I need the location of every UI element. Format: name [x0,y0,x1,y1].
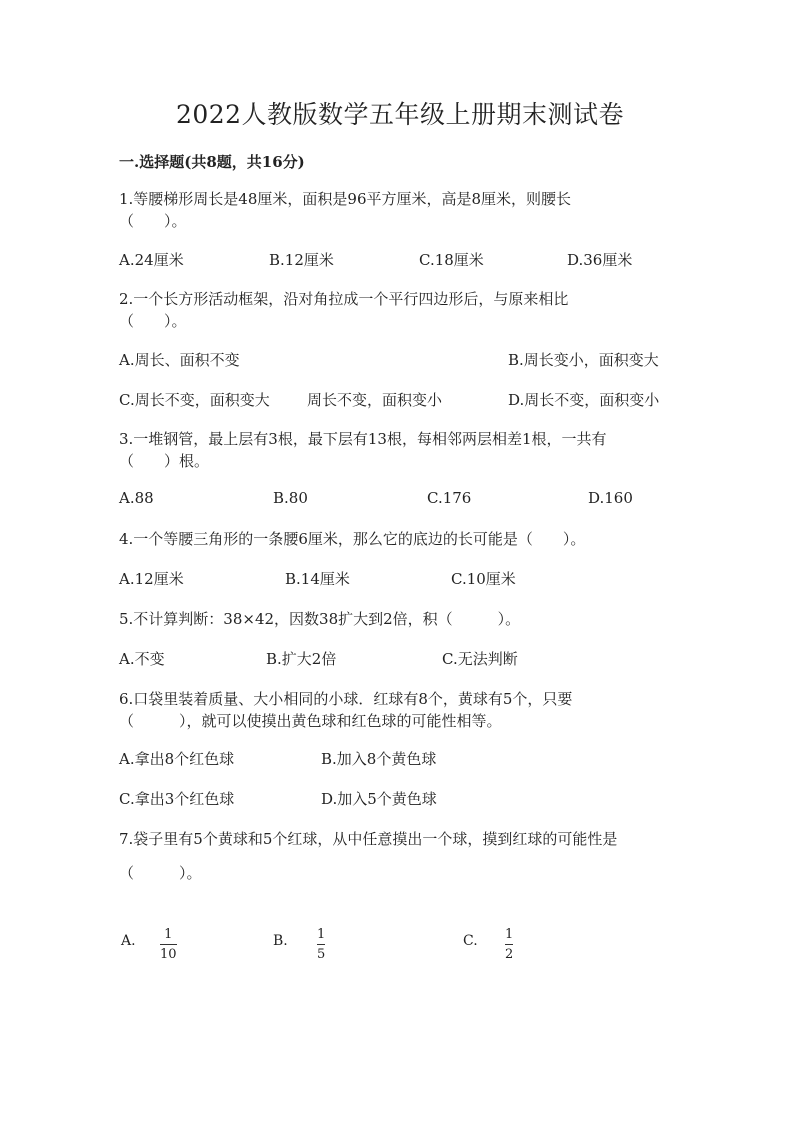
q2-option-b[interactable]: B.周长变小，面积变大 [508,351,659,369]
question-5-text: 5.不计算判断：38×42，因数38扩大到2倍，积（ ）。 [119,610,521,628]
question-7-blank: （ ）。 [119,864,202,882]
q1-option-b[interactable]: B.12厘米 [269,251,334,269]
q5-option-c[interactable]: C.无法判断 [442,650,518,668]
q3-option-d[interactable]: D.160 [588,489,633,507]
q5-option-b[interactable]: B.扩大2倍 [266,650,337,668]
numerator: 1 [505,927,514,942]
q1-option-d[interactable]: D.36厘米 [567,251,633,269]
q6-option-b[interactable]: B.加入8个黄色球 [321,750,437,768]
q3-option-a[interactable]: A.88 [119,489,154,507]
question-3-blank: （ ）根。 [119,452,210,470]
fraction-bar [160,944,177,945]
question-2-blank: （ ）。 [119,312,187,330]
q6-option-a[interactable]: A.拿出8个红色球 [119,750,235,768]
q4-option-c[interactable]: C.10厘米 [451,570,516,588]
q2-option-extra: 周长不变，面积变小 [307,391,443,409]
question-3-text: 3.一堆钢管，最上层有3根，最下层有13根，每相邻两层相差1根，一共有 [119,430,607,448]
question-1-blank: （ ）。 [119,212,187,230]
q4-option-a[interactable]: A.12厘米 [119,570,184,588]
q1-option-a[interactable]: A.24厘米 [119,251,184,269]
q6-option-c[interactable]: C.拿出3个红色球 [119,790,235,808]
section-heading: 一.选择题(共8题，共16分) [119,153,305,171]
denominator: 2 [505,947,514,962]
q7-option-b[interactable]: B. [273,933,288,949]
q7-option-a-fraction[interactable] [160,927,177,962]
question-7-text: 7.袋子里有5个黄球和5个红球，从中任意摸出一个球，摸到红球的可能性是 [119,830,618,848]
question-6-blank: （ ），就可以使摸出黄色球和红色球的可能性相等。 [119,712,502,730]
q2-option-d[interactable]: D.周长不变，面积变小 [508,391,660,409]
question-6-text: 6.口袋里装着质量、大小相同的小球．红球有8个，黄球有5个，只要 [119,690,573,708]
q1-option-c[interactable]: C.18厘米 [419,251,484,269]
q6-option-d[interactable]: D.加入5个黄色球 [321,790,437,808]
q4-option-b[interactable]: B.14厘米 [285,570,350,588]
q7-option-c-fraction[interactable] [505,927,513,962]
question-1-text: 1.等腰梯形周长是48厘米，面积是96平方厘米，高是8厘米，则腰长 [119,190,572,208]
q7-option-a[interactable]: A. [121,933,136,949]
q7-option-c[interactable]: C. [463,933,478,949]
question-2-text: 2.一个长方形活动框架，沿对角拉成一个平行四边形后，与原来相比 [119,290,569,308]
question-4-text: 4.一个等腰三角形的一条腰6厘米，那么它的底边的长可能是（ ）。 [119,530,586,548]
page-title: 2022人教版数学五年级上册期末测试卷 [175,100,625,129]
numerator: 1 [164,927,173,942]
q5-option-a[interactable]: A.不变 [119,650,165,668]
numerator: 1 [317,927,326,942]
q3-option-c[interactable]: C.176 [427,489,472,507]
q2-option-a[interactable]: A.周长、面积不变 [119,351,240,369]
denominator: 5 [317,947,326,962]
denominator: 10 [160,947,177,962]
q7-option-b-fraction[interactable] [317,927,325,962]
q3-option-b[interactable]: B.80 [273,489,308,507]
fraction-bar [505,944,513,945]
fraction-bar [317,944,325,945]
q2-option-c[interactable]: C.周长不变，面积变大 [119,391,270,409]
